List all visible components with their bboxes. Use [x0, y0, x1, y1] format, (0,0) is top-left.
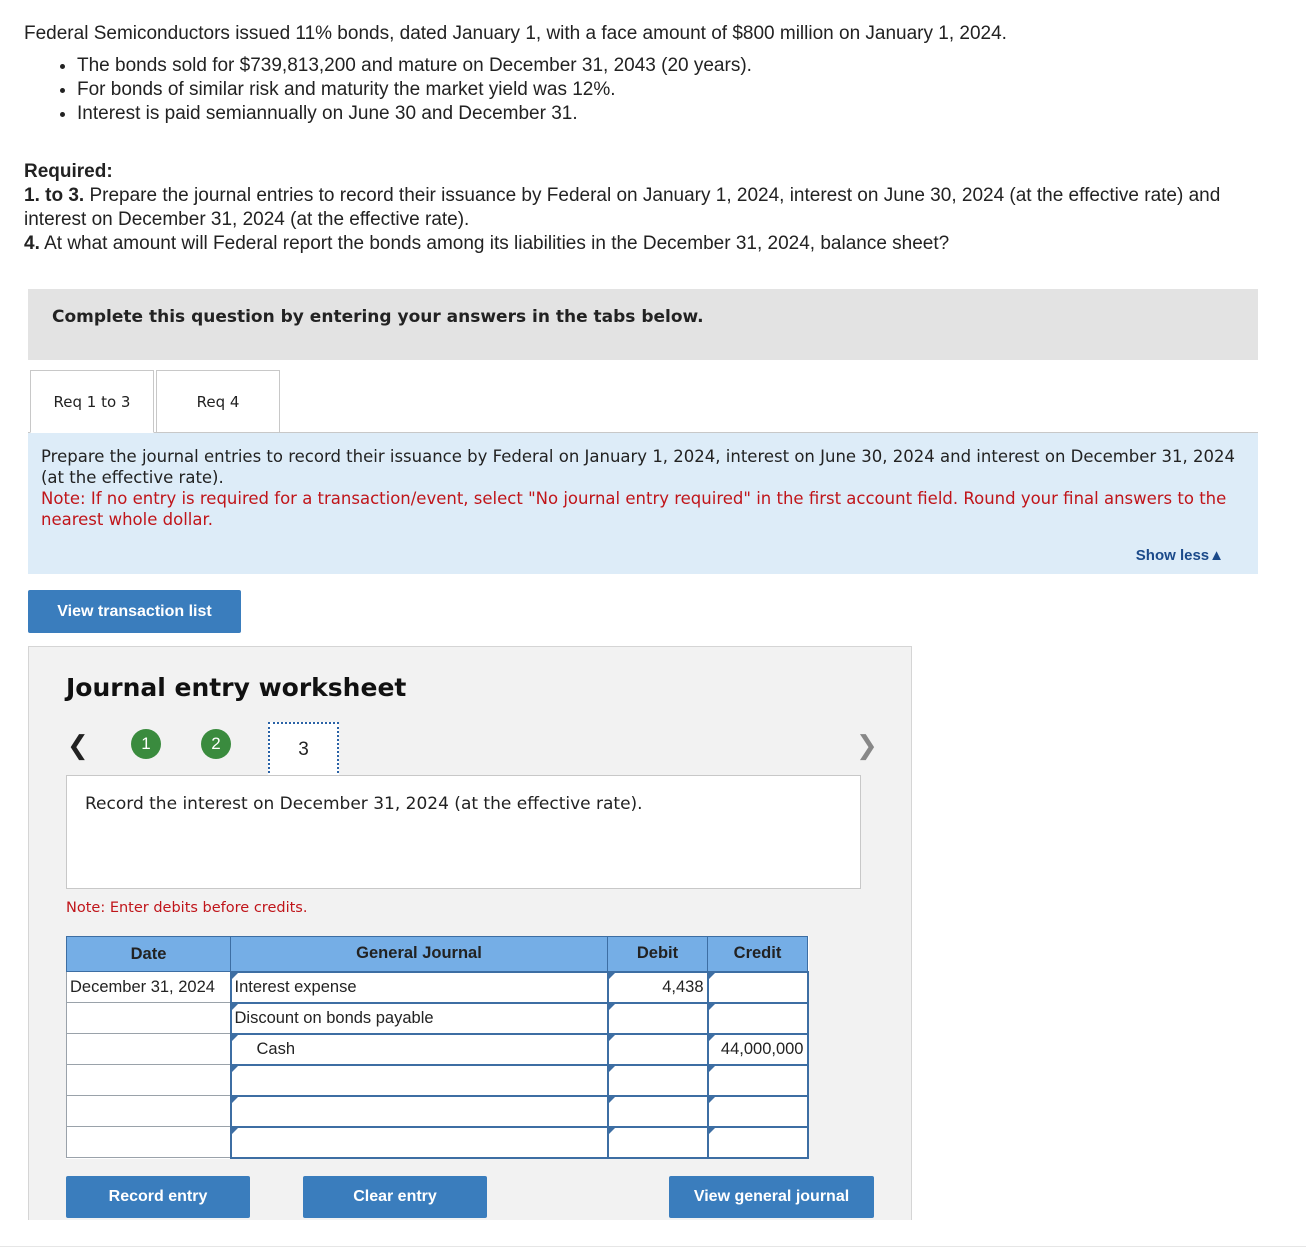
credit-field[interactable] — [708, 1003, 808, 1034]
account-field[interactable] — [231, 1096, 608, 1127]
requirement-1-3 — [24, 184, 1274, 232]
requirements — [24, 160, 1274, 256]
credit-field[interactable]: 44,000,000 — [708, 1034, 808, 1065]
date-cell[interactable] — [67, 1096, 231, 1127]
problem-intro — [24, 22, 1274, 126]
debit-field[interactable]: 4,438 — [608, 972, 708, 1003]
column-header-credit: Credit — [708, 937, 808, 972]
date-cell[interactable] — [67, 1127, 231, 1158]
credit-field[interactable] — [708, 1065, 808, 1096]
clear-entry-button[interactable]: Clear entry — [303, 1176, 487, 1218]
worksheet-title: Journal entry worksheet — [66, 673, 407, 702]
chevron-left-icon[interactable]: ❮ — [67, 731, 89, 761]
view-transaction-list-button[interactable]: View transaction list — [28, 590, 241, 633]
requirement-4 — [24, 232, 1274, 256]
table-row — [67, 1096, 808, 1127]
required-label: Required: — [24, 161, 113, 182]
debit-field[interactable] — [608, 1065, 708, 1096]
entry-prompt — [66, 775, 861, 889]
date-cell[interactable] — [67, 1003, 231, 1034]
table-row — [67, 972, 808, 1003]
req-1-3-text: Prepare the journal entries to record their issuance by Federal on January 1, 2024, interest on June 30, 2024 (at the effective rate) and interest on December 31, 2024 (at the effective rate). — [24, 185, 1221, 230]
chevron-right-icon[interactable]: ❯ — [856, 731, 878, 761]
account-field[interactable] — [231, 1034, 608, 1065]
debit-field[interactable] — [608, 1003, 708, 1034]
date-cell[interactable] — [67, 1065, 231, 1096]
req-1-3-number: 1. to 3. — [24, 185, 85, 206]
column-header-general-journal: General Journal — [231, 937, 608, 972]
divider — [0, 1246, 1306, 1247]
bullet-item: • For bonds of similar risk and maturity the market yield was 12%. — [77, 78, 1274, 102]
step-3-current[interactable]: 3 — [268, 722, 339, 777]
credit-field[interactable] — [708, 1096, 808, 1127]
credit-field[interactable] — [708, 1127, 808, 1158]
debit-field[interactable] — [608, 1127, 708, 1158]
bullet-item: • The bonds sold for $739,813,200 and mature on December 31, 2043 (20 years). — [77, 54, 1274, 78]
journal-table — [66, 936, 809, 1159]
tab-req-4[interactable]: Req 4 — [156, 370, 280, 433]
date-cell[interactable] — [67, 1034, 231, 1065]
account-field[interactable] — [231, 1127, 608, 1158]
table-row — [67, 1065, 808, 1096]
column-header-date: Date — [67, 937, 231, 972]
date-cell[interactable]: December 31, 2024 — [67, 972, 231, 1003]
column-header-debit: Debit — [608, 937, 708, 972]
step-1-complete[interactable]: 1 — [131, 729, 161, 759]
account-field[interactable]: Discount on bonds payable — [231, 1003, 608, 1034]
view-general-journal-button[interactable]: View general journal — [669, 1176, 874, 1218]
bullet-item: • Interest is paid semiannually on June 30 and December 31. — [77, 102, 1274, 126]
debits-note: Note: Enter debits before credits. — [66, 900, 308, 916]
complete-banner — [28, 289, 1258, 360]
account-field[interactable]: Interest expense — [231, 972, 608, 1003]
req-4-text: At what amount will Federal report the bonds among its liabilities in the December 31, 2024, balance sheet? — [39, 233, 950, 254]
record-entry-button[interactable]: Record entry — [66, 1176, 250, 1218]
complete-banner-text: Complete this question by entering your answers in the tabs below. — [52, 307, 704, 327]
debit-field[interactable] — [608, 1034, 708, 1065]
step-2-complete[interactable]: 2 — [201, 729, 231, 759]
journal-entry-worksheet — [28, 646, 912, 1220]
problem-bullets — [24, 54, 1274, 126]
account-field-text: Cash — [256, 1039, 296, 1058]
req-4-number: 4. — [24, 233, 40, 254]
account-field[interactable] — [231, 1065, 608, 1096]
problem-statement: Federal Semiconductors issued 11% bonds, dated January 1, with a face amount of $800 million on January 1, 2024. — [24, 23, 1007, 44]
entry-prompt-text: Record the interest on December 31, 2024 (at the effective rate). — [85, 794, 643, 814]
show-less-link[interactable]: Show less▲ — [1135, 547, 1224, 564]
table-row — [67, 1127, 808, 1158]
debit-field[interactable] — [608, 1096, 708, 1127]
instructions-text: Prepare the journal entries to record their issuance by Federal on January 1, 2024, interest on June 30, 2024 and interest on December 31, 2024 (at the effective rate). — [41, 447, 1235, 487]
tab-req-1-to-3[interactable]: Req 1 to 3 — [30, 370, 154, 433]
table-row — [67, 1034, 808, 1065]
credit-field[interactable] — [708, 972, 808, 1003]
instructions-panel — [28, 432, 1258, 574]
table-row — [67, 1003, 808, 1034]
instructions-note: Note: If no entry is required for a transaction/event, select "No journal entry required" in the first account field. Round your final answers to the nearest whole dollar. — [41, 489, 1227, 529]
